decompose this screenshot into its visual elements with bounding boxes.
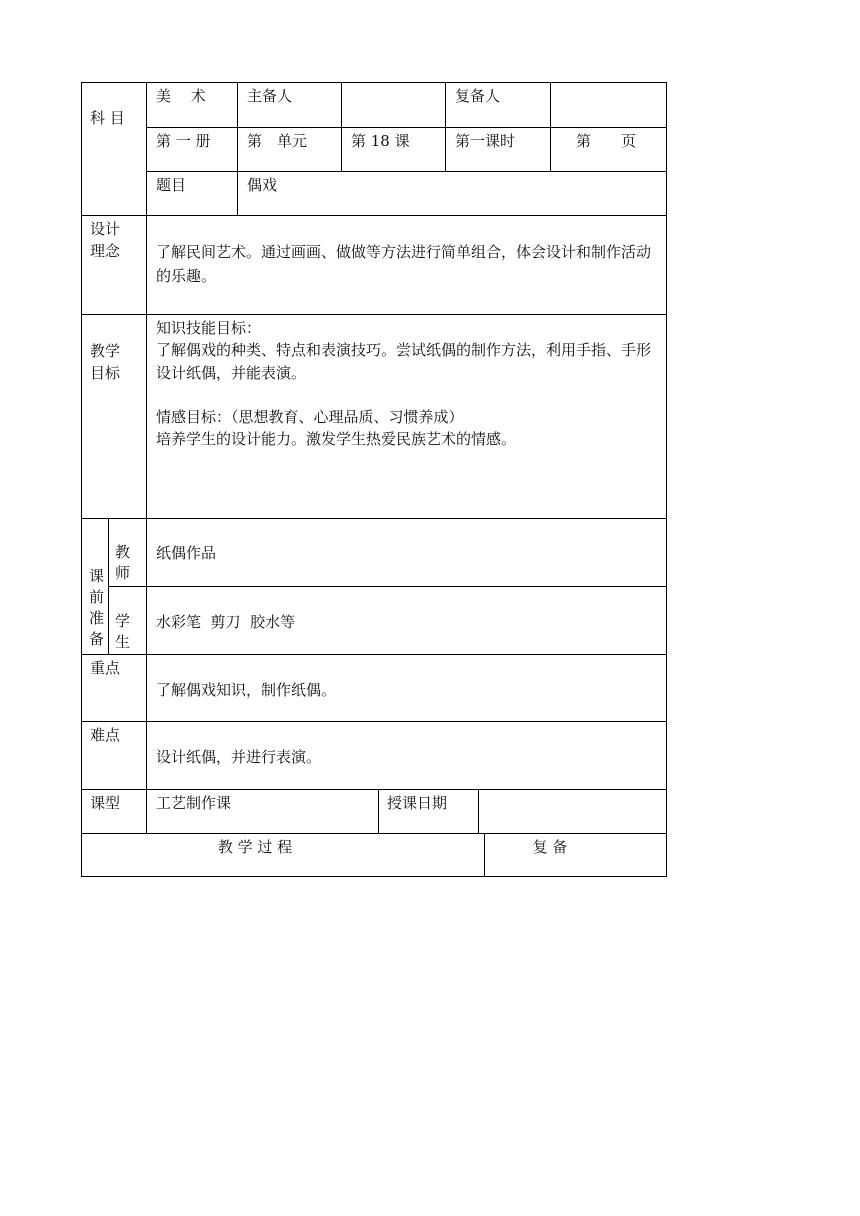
prep-label: 课 前 准 备 bbox=[89, 567, 105, 648]
rule-difficulty-top bbox=[81, 721, 667, 722]
goals-label: 教学 目标 bbox=[90, 342, 121, 382]
topic-label: 题目 bbox=[156, 176, 187, 194]
rule-top bbox=[81, 82, 667, 83]
rule-col5 bbox=[550, 82, 551, 172]
rule-label-col bbox=[146, 82, 147, 833]
skill-goal-title: 知识技能目标： bbox=[156, 319, 262, 337]
rule-prep-top bbox=[81, 518, 667, 519]
main-preparer-label: 主备人 bbox=[247, 87, 293, 105]
unit-cell: 第 单元 bbox=[247, 132, 308, 150]
page-cell: 第 页 bbox=[576, 132, 637, 150]
teaching-process-heading: 教 学 过 程 bbox=[217, 838, 293, 856]
rule-prep-sub bbox=[108, 518, 109, 655]
keypoint-text: 了解偶戏知识，制作纸偶。 bbox=[156, 681, 337, 699]
rule-bottom bbox=[81, 876, 667, 877]
rule-left bbox=[81, 82, 82, 877]
emotion-goal-title: 情感目标：（思想教育、心理品质、习惯养成） bbox=[156, 408, 464, 426]
lesson-type-label: 课型 bbox=[90, 794, 121, 812]
rule-right bbox=[666, 82, 667, 877]
volume-cell: 第 一 册 bbox=[156, 132, 211, 150]
rule-date-label-left bbox=[378, 789, 379, 834]
design-label: 设计 理念 bbox=[90, 220, 121, 260]
rule-col2 bbox=[237, 82, 238, 216]
rule-goals-top bbox=[81, 314, 667, 315]
period-cell: 第一课时 bbox=[455, 132, 516, 150]
lesson-cell: 第 18 课 bbox=[351, 132, 410, 150]
rule-footer-top bbox=[81, 833, 667, 834]
prep-student-text: 水彩笔 剪刀 胶水等 bbox=[156, 613, 296, 631]
difficulty-label: 难点 bbox=[90, 726, 121, 744]
rule-date-label-right bbox=[478, 789, 479, 834]
prep-teacher-text: 纸偶作品 bbox=[156, 544, 217, 562]
teaching-date-label: 授课日期 bbox=[387, 794, 448, 812]
review-heading: 复 备 bbox=[532, 838, 568, 856]
lesson-type-value: 工艺制作课 bbox=[156, 794, 232, 812]
topic-value: 偶戏 bbox=[247, 176, 278, 194]
prep-student-label: 学 生 bbox=[115, 612, 131, 651]
subject-value: 美 术 bbox=[156, 87, 206, 105]
subject-label: 科 目 bbox=[90, 109, 125, 127]
difficulty-text: 设计纸偶，并进行表演。 bbox=[156, 748, 322, 766]
keypoint-label: 重点 bbox=[90, 659, 121, 677]
rule-col3 bbox=[341, 82, 342, 172]
rule-lessontype-top bbox=[81, 789, 667, 790]
co-preparer-label: 复备人 bbox=[455, 87, 501, 105]
rule-row2 bbox=[146, 171, 667, 172]
emotion-goal-text: 培养学生的设计能力。激发学生热爱民族艺术的情感。 bbox=[156, 430, 517, 448]
rule-prep-mid bbox=[108, 586, 667, 587]
rule-row1 bbox=[146, 127, 667, 128]
rule-col4 bbox=[445, 82, 446, 172]
rule-design-top bbox=[81, 215, 667, 216]
design-text: 了解民间艺术。通过画画、做做等方法进行简单组合，体会设计和制作活动的乐趣。 bbox=[156, 243, 652, 285]
rule-keypoint-top bbox=[81, 654, 667, 655]
skill-goal-text: 了解偶戏的种类、特点和表演技巧。尝试纸偶的制作方法，利用手指、手形设计纸偶，并能表演。 bbox=[156, 341, 652, 382]
prep-teacher-label: 教 师 bbox=[115, 543, 131, 582]
